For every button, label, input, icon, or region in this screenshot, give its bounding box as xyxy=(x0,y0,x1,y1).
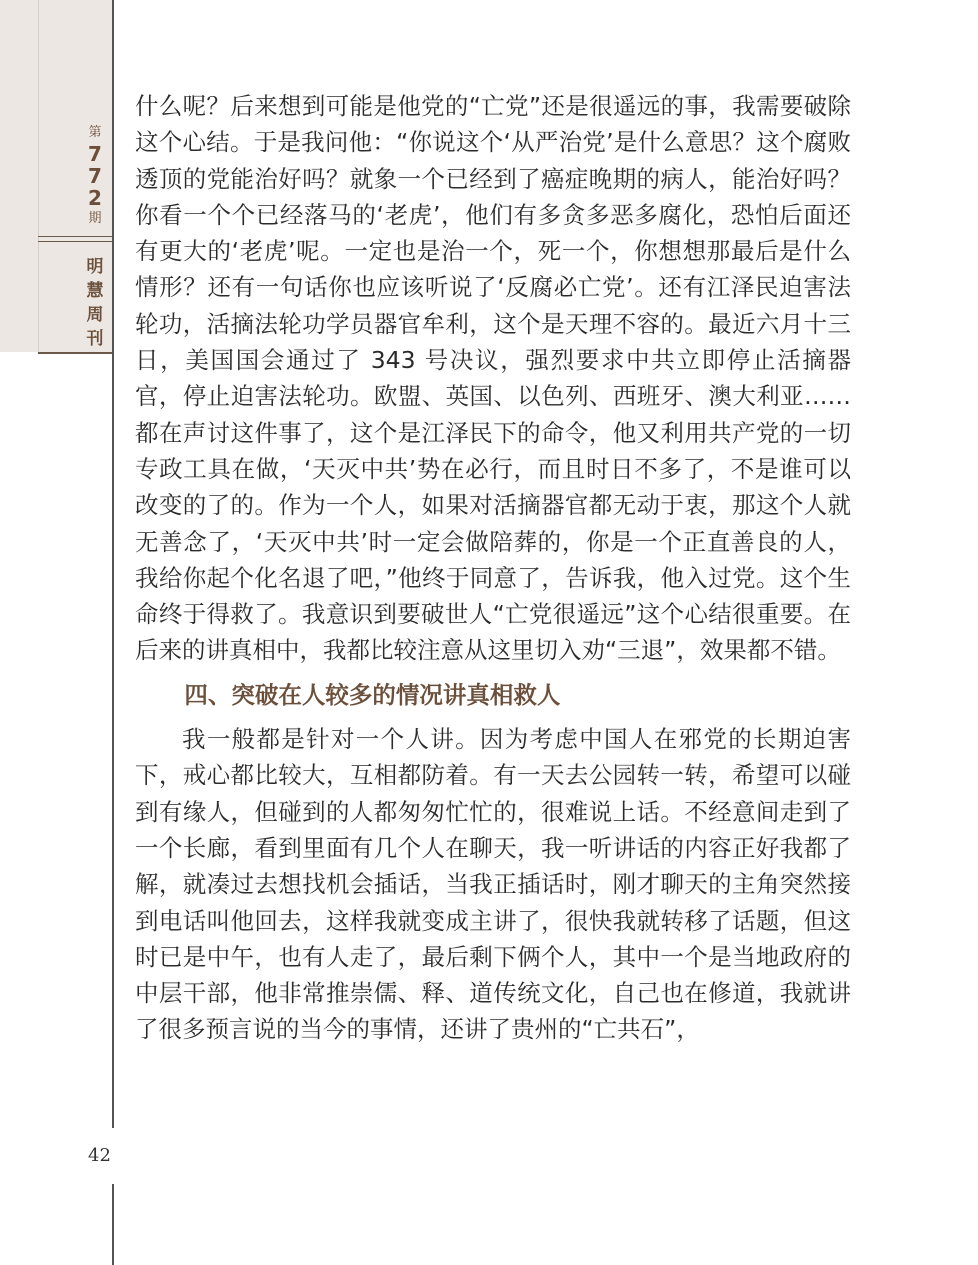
margin-rule xyxy=(112,0,114,1265)
section-heading: 四、突破在人较多的情况讲真相救人 xyxy=(184,680,561,709)
issue-suffix: 期 xyxy=(88,211,102,226)
issue-number: 772 xyxy=(88,142,102,210)
sidebar-left-edge xyxy=(38,0,39,352)
article-body xyxy=(135,88,851,1048)
sidebar-divider-lower xyxy=(38,352,112,354)
paragraph-continued: 什么呢？后来想到可能是他党的“亡党”还是很遥远的事，我需要破除这个心结。于是我问他：“你说这个‘从严治党’是什么意思？这个腐败透顶的党能治好吗？就象一个已经到了癌症晚期的病人，能治好吗？你看一个个已经落马的‘老虎’，他们有多贪多恶多腐化，恐怕后面还有更大的‘老虎’呢。一定也是治一个，死一个，你想想那最后是什么情形？还有一句话你也应该听说了‘反腐必亡党’。还有江泽民迫害法轮功，活摘法轮功学员器官牟利，这个是天理不容的。最近六月十三日，美国国会通过了 343 号决议，强烈要求中共立即停止活摘器官，停止迫害法轮功。欧盟、英国、以色列、西班牙、澳大利亚……都在声讨这件事了，这个是江泽民下的命令，他又利用共产党的一切专政工具在做，‘天灭中共’势在必行，而且时日不多了，不是谁可以改变的了的。作为一个人，如果对活摘器官都无动于衷，那这个人就无善念了，‘天灭中共’时一定会做陪葬的，你是一个正直善良的人，我给你起个化名退了吧，”他终于同意了，告诉我，他入过党。这个生命终于得救了。我意识到要破世人“亡党很遥远”这个心结很重要。在后来的讲真相中，我都比较注意从这里切入劝“三退”，效果都不错。 xyxy=(135,92,851,665)
page-number: 42 xyxy=(88,1145,111,1166)
issue-label xyxy=(80,125,110,227)
issue-prefix: 第 xyxy=(88,125,102,140)
journal-name-text: 明慧周刊 xyxy=(86,257,104,349)
paragraph-section-start: 我一般都是针对一个人讲。因为考虑中国人在邪党的长期迫害下，戒心都比较大，互相都防着。有一天去公园转一转，希望可以碰到有缘人，但碰到的人都匆匆忙忙的，很难说上话。不经意间走到了一个长廊，看到里面有几个人在聊天，我一听讲话的内容正好我都了解，就凑过去想找机会插话，当我正插话时，刚才聊天的主角突然接到电话叫他回去，这样我就变成主讲了，很快我就转移了话题，但这时已是中午，也有人走了，最后剩下俩个人，其中一个是当地政府的中层干部，他非常推崇儒、释、道传统文化，自己也在修道，我就讲了很多预言说的当今的事情，还讲了贵州的“亡共石”， xyxy=(135,725,851,1044)
journal-name xyxy=(80,255,110,351)
sidebar-divider-upper-double xyxy=(38,241,112,242)
sidebar-divider-upper xyxy=(38,236,112,237)
